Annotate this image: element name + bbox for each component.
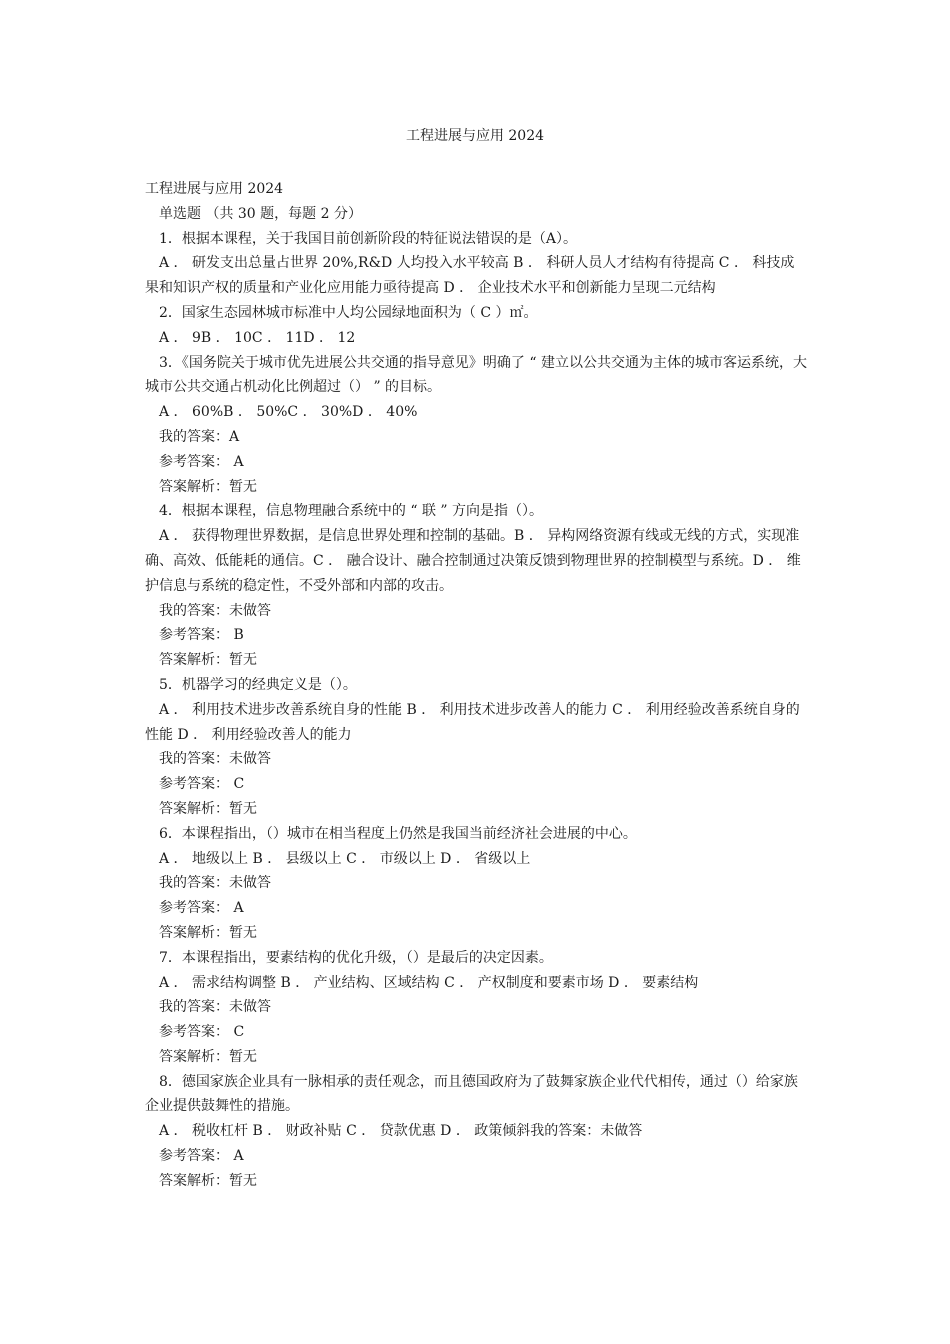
question-8-stem: 8．德国家族企业具有一脉相承的责任观念，而且德国政府为了鼓舞家族企业代代相传，通过（）给家族企业提供鼓舞性的措施。 bbox=[145, 1073, 798, 1115]
question-3-stem: 3．《国务院关于城市优先进展公共交通的指导意见》明确了 “ 建立以公共交通为主体的城市客运系统，大城市公共交通占机动化比例超过（） ” 的目标。 bbox=[145, 354, 807, 396]
question-5-stem: 5．机器学习的经典定义是（）。 bbox=[159, 676, 357, 693]
question-6-analysis: 答案解析：暂无 bbox=[159, 924, 257, 941]
question-7-stem: 7．本课程指出，要素结构的优化升级，（）是最后的决定因素。 bbox=[159, 949, 553, 966]
question-3-analysis: 答案解析：暂无 bbox=[159, 478, 257, 495]
question-8-reference-answer: 参考答案： A bbox=[159, 1148, 244, 1165]
question-3-reference-answer: 参考答案： A bbox=[159, 453, 244, 470]
question-1-stem: 1．根据本课程，关于我国目前创新阶段的特征说法错误的是（A）。 bbox=[159, 230, 578, 247]
question-6-my-answer: 我的答案：未做答 bbox=[159, 875, 271, 892]
question-1-options: A ． 研发支出总量占世界 20%,R&D 人均投入水平较高 B ． 科研人员人才结构有待提高 C ． 科技成果和知识产权的质量和产业化应用能力亟待提高 D ． 企业技术水平和创新能力呈现二元结构 bbox=[145, 255, 795, 297]
question-7-my-answer: 我的答案：未做答 bbox=[159, 999, 271, 1016]
question-2-stem: 2．国家生态园林城市标准中人均公园绿地面积为（ C ）㎡。 bbox=[159, 304, 538, 321]
question-5-options: A ． 利用技术进步改善系统自身的性能 B ． 利用技术进步改善人的能力 C ． 利用经验改善系统自身的性能 D ． 利用经验改善人的能力 bbox=[145, 701, 800, 743]
question-6-reference-answer: 参考答案： A bbox=[159, 900, 244, 917]
question-8-analysis: 答案解析：暂无 bbox=[159, 1172, 257, 1189]
question-6-options: A ． 地级以上 B ． 县级以上 C ． 市级以上 D ． 省级以上 bbox=[159, 850, 531, 867]
question-5-my-answer: 我的答案：未做答 bbox=[159, 751, 271, 768]
question-2-options: A ． 9B ． 10C ． 11D ． 12 bbox=[159, 329, 356, 346]
question-7-analysis: 答案解析：暂无 bbox=[159, 1048, 257, 1065]
question-8-options: A ． 税收杠杆 B ． 财政补贴 C ． 贷款优惠 D ． 政策倾斜我的答案：未做答 bbox=[159, 1123, 643, 1140]
question-6-stem: 6．本课程指出，（）城市在相当程度上仍然是我国当前经济社会进展的中心。 bbox=[159, 825, 637, 842]
question-4-analysis: 答案解析：暂无 bbox=[159, 652, 257, 669]
document-heading: 工程进展与应用 2024 bbox=[145, 181, 284, 197]
question-4-stem: 4．根据本课程，信息物理融合系统中的 “ 联 ” 方向是指（）。 bbox=[159, 503, 544, 520]
section-heading: 单选题 （共 30 题，每题 2 分） bbox=[159, 205, 362, 222]
question-4-reference-answer: 参考答案： B bbox=[159, 627, 244, 644]
question-5-reference-answer: 参考答案： C bbox=[159, 776, 245, 793]
question-5-analysis: 答案解析：暂无 bbox=[159, 800, 257, 817]
question-4-options: A ． 获得物理世界数据，是信息世界处理和控制的基础。B ． 异构网络资源有线或无线的方式，实现准确、高效、低能耗的通信。C ． 融合设计、融合控制通过决策反馈到物理世界的控制模型与系统。D ． 维护信息与系统的稳定性，不受外部和内部的攻击。 bbox=[145, 528, 801, 594]
question-3-my-answer: 我的答案：A bbox=[159, 428, 240, 445]
question-7-reference-answer: 参考答案： C bbox=[159, 1024, 245, 1041]
document-title: 工程进展与应用 2024 bbox=[405, 128, 545, 144]
question-7-options: A ． 需求结构调整 B ． 产业结构、区域结构 C ． 产权制度和要素市场 D ． 要素结构 bbox=[159, 974, 699, 991]
question-4-my-answer: 我的答案：未做答 bbox=[159, 602, 271, 619]
question-3-options: A ． 60%B ． 50%C ． 30%D ． 40% bbox=[159, 404, 418, 421]
document-body bbox=[145, 177, 807, 1194]
